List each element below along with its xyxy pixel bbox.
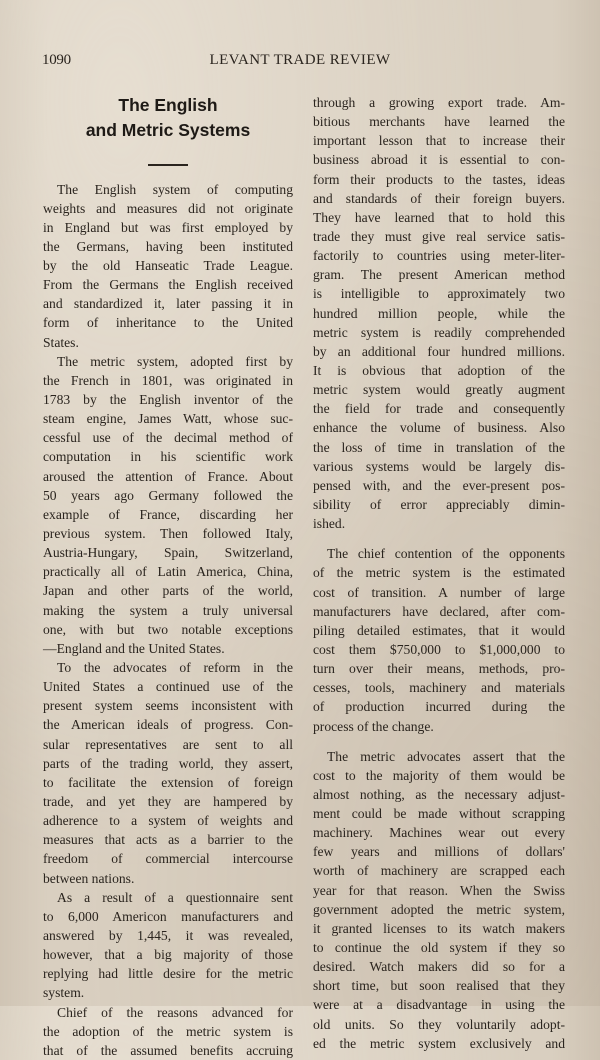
title-divider bbox=[148, 164, 188, 166]
text-line: —England and the United States. bbox=[43, 640, 225, 656]
text-line: factorily to countries using meter-liter- bbox=[313, 248, 565, 264]
text-line: present system seems inconsistent with bbox=[43, 698, 293, 714]
page-number: 1090 bbox=[42, 52, 71, 68]
text-line: the adoption of the metric system is bbox=[43, 1023, 293, 1039]
text-line: replying had little desire for the metric bbox=[43, 966, 293, 982]
text-line: form their products to the tastes, ideas bbox=[313, 171, 565, 187]
text-line: however, that a big majority of those bbox=[43, 947, 293, 963]
text-line: ment could be made without scrapping bbox=[313, 806, 565, 822]
text-line: between nations. bbox=[43, 870, 135, 886]
journal-title: LEVANT TRADE REVIEW bbox=[209, 52, 391, 68]
text-line: were at a disadvantage in using the bbox=[313, 997, 565, 1013]
text-line: by the old Hanseatic Trade League. bbox=[43, 258, 293, 274]
text-line: desired. Watch makers did so for a bbox=[313, 959, 565, 975]
text-line: ished. bbox=[313, 516, 346, 532]
text-line: the Germans, having been instituted bbox=[43, 238, 293, 254]
text-line: measures that acts as a barrier to the bbox=[43, 832, 293, 848]
text-line: to continue the old system if they so bbox=[313, 940, 565, 956]
text-line: to facilitate the extension of foreign bbox=[43, 774, 293, 790]
text-line: They have learned that to hold this bbox=[313, 209, 565, 225]
text-line: Japan and other parts of the world, bbox=[43, 583, 293, 599]
text-line: The chief contention of the opponents bbox=[327, 546, 565, 562]
text-line: adherence to a system of weights and bbox=[43, 813, 293, 829]
paragraph-export-trade bbox=[313, 93, 565, 533]
text-line: making the system a truly universal bbox=[43, 602, 293, 618]
text-line: and standardized it, later passing it in bbox=[43, 296, 293, 312]
text-line: ed the metric system exclusively and bbox=[313, 1035, 565, 1051]
text-line: answered by 1,445, it was revealed, bbox=[43, 927, 293, 943]
text-line: that of the assumed benefits accruing bbox=[43, 1042, 293, 1058]
article-title-line-1: The English bbox=[118, 95, 218, 115]
text-line: of the metric system is the estimated bbox=[313, 565, 565, 581]
text-line: the American ideals of progress. Con- bbox=[43, 717, 293, 733]
text-line: The metric system, adopted first by bbox=[57, 353, 293, 369]
text-line: is intelligible to approximately two bbox=[313, 286, 565, 302]
text-line: States. bbox=[43, 334, 79, 350]
text-line: sular representatives are sent to all bbox=[43, 736, 293, 752]
article-title bbox=[43, 93, 293, 143]
text-line: form of inheritance to the United bbox=[43, 315, 293, 331]
text-line: worth of machinery are scrapped each bbox=[313, 863, 565, 879]
text-line: The metric advocates assert that the bbox=[327, 748, 565, 764]
paragraph-chief-reasons bbox=[43, 1003, 293, 1060]
text-line: bitious merchants have learned the bbox=[313, 114, 565, 130]
paragraph-questionnaire bbox=[43, 888, 293, 1003]
text-line: weights and measures did not originate bbox=[43, 200, 293, 216]
text-line: process of the change. bbox=[313, 718, 434, 734]
text-line: and standards of their foreign buyers. bbox=[313, 190, 565, 206]
text-line: practically all of Latin America, China, bbox=[43, 564, 293, 580]
running-header bbox=[40, 52, 560, 72]
text-line: to 6,000 Americon manufacturers and bbox=[43, 908, 293, 924]
text-line: it granted licenses to its watch makers bbox=[313, 920, 565, 936]
text-line: turn over their means, methods, pro- bbox=[313, 661, 565, 677]
text-line: freedom of commercial intercourse bbox=[43, 851, 293, 867]
text-line: piling detailed estimates, that it would bbox=[313, 622, 565, 638]
text-line: pensed with, and the ever-present pos- bbox=[313, 477, 565, 493]
text-line: To the advocates of reform in the bbox=[57, 660, 293, 676]
text-line: As a result of a questionnaire sent bbox=[57, 889, 293, 905]
text-line: parts of the trading world, they assert, bbox=[43, 755, 293, 771]
text-line: sibility of error appreciably dimin- bbox=[313, 496, 565, 512]
text-line: various systems would be largely dis- bbox=[313, 458, 565, 474]
text-line: From the Germans the English received bbox=[43, 277, 293, 293]
paragraph-metric-advocates bbox=[313, 747, 565, 1053]
text-line: year for that reason. When the Swiss bbox=[313, 882, 565, 898]
text-line: few years and millions of dollars' bbox=[313, 844, 565, 860]
text-line: gram. The present American method bbox=[313, 267, 565, 283]
text-line: cessful use of the decimal method of bbox=[43, 430, 293, 446]
text-line: aroused the attention of France. About bbox=[43, 468, 293, 484]
text-line: of production incurred during the bbox=[313, 699, 565, 715]
text-line: cost of transition. A number of large bbox=[313, 584, 565, 600]
text-line: The English system of computing bbox=[57, 181, 293, 197]
text-line: one, with but two notable exceptions bbox=[43, 621, 293, 637]
text-line: the field for trade and consequently bbox=[313, 401, 565, 417]
text-line: hundred million people, while the bbox=[313, 305, 565, 321]
text-line: machinery. Machines wear out every bbox=[313, 825, 565, 841]
text-line: the loss of time in translation of the bbox=[313, 439, 565, 455]
text-line: computation in his scientific work bbox=[43, 449, 293, 465]
text-line: example of France, discarding her bbox=[43, 506, 293, 522]
text-line: metric system is readily comprehended bbox=[313, 324, 565, 340]
text-line: 50 years ago Germany followed the bbox=[43, 487, 293, 503]
text-line: important lesson that to increase their bbox=[313, 133, 565, 149]
text-line: It is obvious that adoption of the bbox=[313, 362, 565, 378]
text-line: old units. So they voluntarily adopt- bbox=[313, 1016, 565, 1032]
text-line: 1783 by the English inventor of the bbox=[43, 392, 293, 408]
text-line: short time, but soon realised that they bbox=[313, 978, 565, 994]
paragraph-advocates-of-reform bbox=[43, 658, 293, 888]
text-line: metric system would greatly augment bbox=[313, 382, 565, 398]
text-line: by an additional four hundred millions. bbox=[313, 343, 565, 359]
text-line: through a growing export trade. Am- bbox=[313, 95, 565, 110]
text-line: trade, and yet they are hampered by bbox=[43, 794, 293, 809]
text-line: cesses, tools, machinery and materials bbox=[313, 680, 565, 696]
text-line: previous system. Then followed Italy, bbox=[43, 526, 293, 542]
text-line: business abroad it is essential to con- bbox=[313, 152, 565, 168]
paragraph-cost-of-transition bbox=[313, 544, 565, 735]
paragraph-metric-origin bbox=[43, 352, 293, 658]
text-line: United States a continued use of the bbox=[43, 679, 293, 695]
text-line: cost to the majority of them would be bbox=[313, 767, 565, 783]
text-line: cost them $750,000 to $1,000,000 to bbox=[313, 641, 565, 657]
right-column bbox=[313, 93, 565, 1053]
text-line: almost nothing, as the necessary adjust- bbox=[313, 786, 565, 802]
text-line: Austria-Hungary, Spain, Switzerland, bbox=[43, 545, 293, 561]
paragraph-origin-english-system bbox=[43, 180, 293, 352]
text-line: Chief of the reasons advanced for bbox=[57, 1004, 293, 1020]
text-line: enhance the volume of business. Also bbox=[313, 420, 565, 436]
text-line: trade they must give real service satis- bbox=[313, 228, 565, 244]
text-line: government adopted the metric system, bbox=[313, 901, 565, 917]
text-line: the French in 1801, was originated in bbox=[43, 372, 293, 388]
text-line: manufacturers have declared, after com- bbox=[313, 603, 565, 619]
text-line: system. bbox=[43, 985, 85, 1001]
text-line: steam engine, James Watt, whose suc- bbox=[43, 411, 293, 427]
text-line: in England but was first employed by bbox=[43, 219, 293, 235]
left-column bbox=[43, 93, 293, 1060]
article-title-line-2: and Metric Systems bbox=[85, 120, 251, 140]
